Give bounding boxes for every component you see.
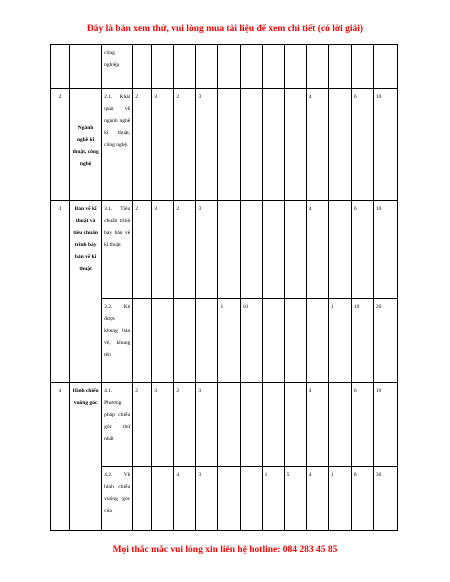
value-cell: 4 bbox=[174, 467, 196, 531]
value-cell: 10 bbox=[240, 299, 262, 383]
value-cell: 3 bbox=[196, 467, 218, 531]
value-cell: 3 bbox=[152, 201, 174, 299]
value-cell: 10 bbox=[373, 201, 397, 299]
value-cell: 20 bbox=[373, 299, 397, 383]
value-cell: 6 bbox=[351, 383, 373, 467]
value-cell: 1 bbox=[328, 467, 351, 531]
value-cell: 2 bbox=[133, 201, 152, 299]
value-cell: 1 bbox=[262, 467, 284, 531]
table-row bbox=[51, 299, 398, 383]
value-cell: 10 bbox=[373, 89, 397, 201]
value-cell: 3 bbox=[152, 383, 174, 467]
table-row bbox=[51, 45, 398, 89]
topic-cell: Bản vẽ kĩ thuật và tiêu chuẩn trình bày bản vẽ kĩ thuật bbox=[70, 201, 102, 383]
row-number: 2 bbox=[51, 89, 70, 201]
value-cell: 10 bbox=[373, 383, 397, 467]
value-cell: 6 bbox=[351, 89, 373, 201]
value-cell: 8 bbox=[351, 467, 373, 531]
value-cell: 4 bbox=[306, 467, 328, 531]
value-cell: 2 bbox=[174, 89, 196, 201]
content-cell: 3.2. Kẻ được khung bản vẽ, khung tên bbox=[102, 299, 133, 383]
value-cell: 30 bbox=[373, 467, 397, 531]
value-cell: 3 bbox=[196, 89, 218, 201]
topic-cell: Ngành nghề kĩ thuật, công nghệ bbox=[70, 89, 102, 201]
value-cell: 2 bbox=[174, 383, 196, 467]
value-cell: 3 bbox=[152, 89, 174, 201]
topic-cell: Hình chiếu vuông góc bbox=[70, 383, 102, 531]
preview-notice: Đây là bản xem thử, vui lòng mua tài liệu để xem chi tiết (có lời giải) bbox=[86, 24, 364, 34]
value-cell: 5 bbox=[284, 467, 306, 531]
content-cell: 4.1. Phương pháp chiếu góc thứ nhất bbox=[102, 383, 133, 467]
table-row bbox=[51, 467, 398, 531]
value-cell: 4 bbox=[306, 201, 328, 299]
value-cell: 2 bbox=[174, 201, 196, 299]
row-number: 3 bbox=[51, 201, 70, 383]
value-cell: 10 bbox=[351, 299, 373, 383]
value-cell: 3 bbox=[196, 201, 218, 299]
value-cell: 1 bbox=[218, 299, 240, 383]
value-cell: 1 bbox=[328, 299, 351, 383]
table-row bbox=[51, 201, 398, 299]
exam-matrix-table bbox=[50, 44, 398, 531]
value-cell: 2 bbox=[133, 383, 152, 467]
value-cell: 4 bbox=[306, 89, 328, 201]
table-row bbox=[51, 89, 398, 201]
value-cell: 4 bbox=[306, 383, 328, 467]
content-cell: công nghiệp bbox=[102, 45, 133, 89]
row-number: 4 bbox=[51, 383, 70, 531]
contact-hotline-notice: Mọi thắc mắc vui lòng xin liên hệ hotline: 084 283 45 85 bbox=[112, 545, 338, 555]
table-row bbox=[51, 383, 398, 467]
content-cell: 2.1. Khái quát về ngành nghề kĩ thuật, công nghệ. bbox=[102, 89, 133, 201]
content-cell: 4.2. Vẽ hình chiếu vuông góc của bbox=[102, 467, 133, 531]
content-cell: 3.1. Tiêu chuẩn trình bày bản vẽ kĩ thuật bbox=[102, 201, 133, 299]
value-cell: 2 bbox=[133, 89, 152, 201]
value-cell: 6 bbox=[351, 201, 373, 299]
value-cell: 3 bbox=[196, 383, 218, 467]
